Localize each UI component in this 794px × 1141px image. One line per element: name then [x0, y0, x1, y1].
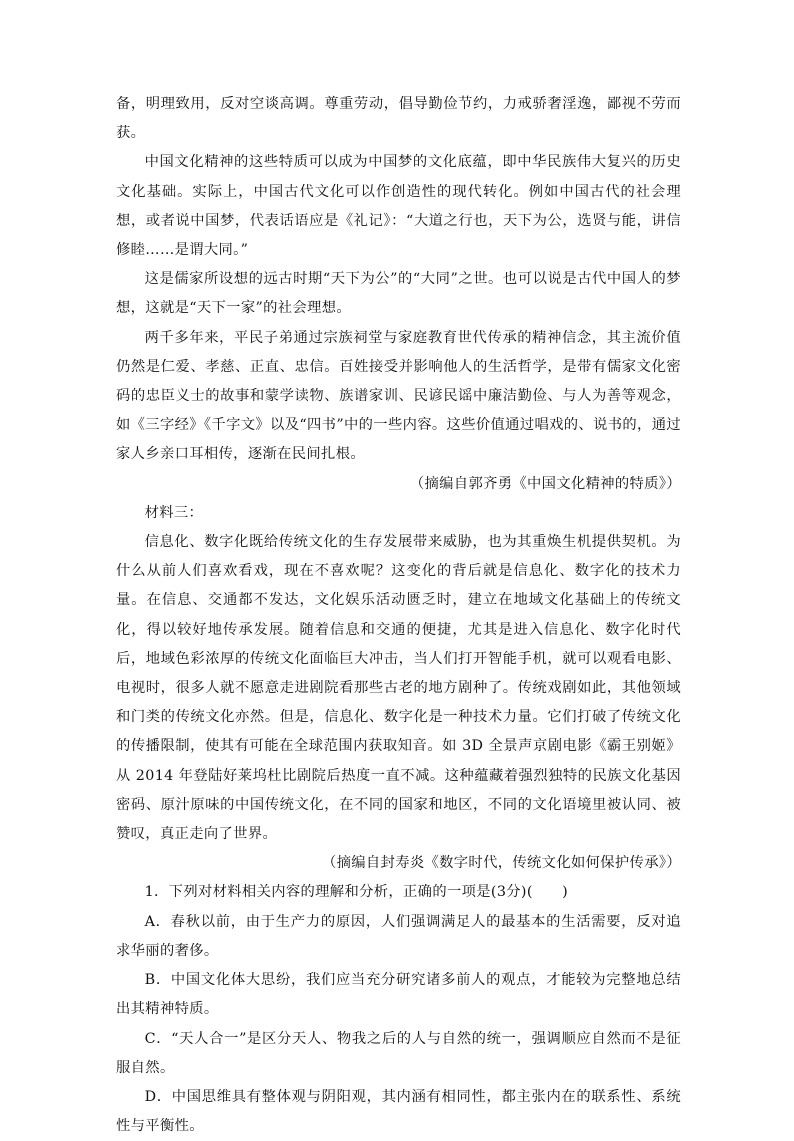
option-c: C．“天人合一”是区分天人、物我之后的人与自然的统一，强调顺应自然而不是征服自然。	[116, 1030, 681, 1076]
option-b: B．中国文化体大思纷，我们应当充分研究诸多前人的观点，才能较为完整地总结出其精神特质。	[116, 972, 681, 1018]
material-three-heading: 材料三：	[144, 504, 204, 521]
paragraph-digitalization: 信息化、数字化既给传统文化的生存发展带来威胁，也为其重焕生机提供契机。为什么从前人们喜欢看戏，现在不喜欢呢？这变化的背后就是信息化、数字化的技术力量。在信息、交通都不发达，文化娱乐活动匮乏时，建立在地域文化基础上的传统文化，得以较好地传承发展。随着信息和交通的便捷，尤其是进入信息化、数字化时代后，地域色彩浓厚的传统文化面临巨大冲击，当人们打开智能手机，就可以观看电影、电视时，很多人就不愿意走进剧院看那些古老的地方剧种了。传统戏剧如此，其他领域和门类的传统文化亦然。但是，信息化、数字化是一种技术力量。它们打破了传统文化的传播限制，使其有可能在全球范围内获取知音。如 3D 全景声京剧电影《霸王别姬》从 2014 年登陆好莱坞杜比剧院后热度一直不减。这种蕴藏着强烈独特的民族文化基因密码、原汁原味的中国传统文化，在不同的国家和地区，不同的文化语境里被认同、被赞叹，真正走向了世界。	[116, 534, 681, 843]
document-page	[116, 90, 681, 1141]
paragraph-datong: 这是儒家所设想的远古时期“天下为公”的“大同”之世。也可以说是古代中国人的梦想，这就是“天下一家”的社会理想。	[116, 271, 681, 317]
option-d: D．中国思维具有整体观与阴阳观，其内涵有相同性，都主张内在的联系性、系统性与平衡性。	[116, 1088, 681, 1135]
source-citation-1: （摘编自郭齐勇《中国文化精神的特质》）	[409, 475, 681, 492]
paragraph-continuation: 备，明理致用，反对空谈高调。尊重劳动，倡导勤俭节约，力戒骄奢淫逸，鄙视不劳而获。	[116, 96, 681, 142]
question-stem: 1．下列对材料相关内容的理解和分析，正确的一项是(3分)( )	[144, 884, 569, 901]
option-a: A．春秋以前，由于生产力的原因，人们强调满足人的最基本的生活需要，反对追求华丽的奢侈。	[116, 913, 681, 959]
paragraph-chinese-dream: 中国文化精神的这些特质可以成为中国梦的文化底蕴，即中华民族伟大复兴的历史文化基础。实际上，中国古代文化可以作创造性的现代转化。例如中国古代的社会理想，或者说中国梦，代表话语应是《礼记》：“大道之行也，天下为公，选贤与能，讲信修睦……是谓大同。”	[116, 154, 681, 259]
source-citation-2: （摘编自封寿炎《数字时代，传统文化如何保护传承》）	[321, 855, 681, 872]
paragraph-values: 两千多年来，平民子弟通过宗族祠堂与家庭教育世代传承的精神信念，其主流价值仍然是仁爱、孝慈、正直、忠信。百姓接受并影响他人的生活哲学，是带有儒家文化密码的忠臣义士的故事和蒙学读物、族谱家训、民谚民谣中廉洁勤俭、与人为善等观念，如《三字经》《千字文》以及“四书”中的一些内容。这些价值通过唱戏的、说书的，通过家人乡亲口耳相传，逐渐在民间扎根。	[116, 329, 681, 463]
